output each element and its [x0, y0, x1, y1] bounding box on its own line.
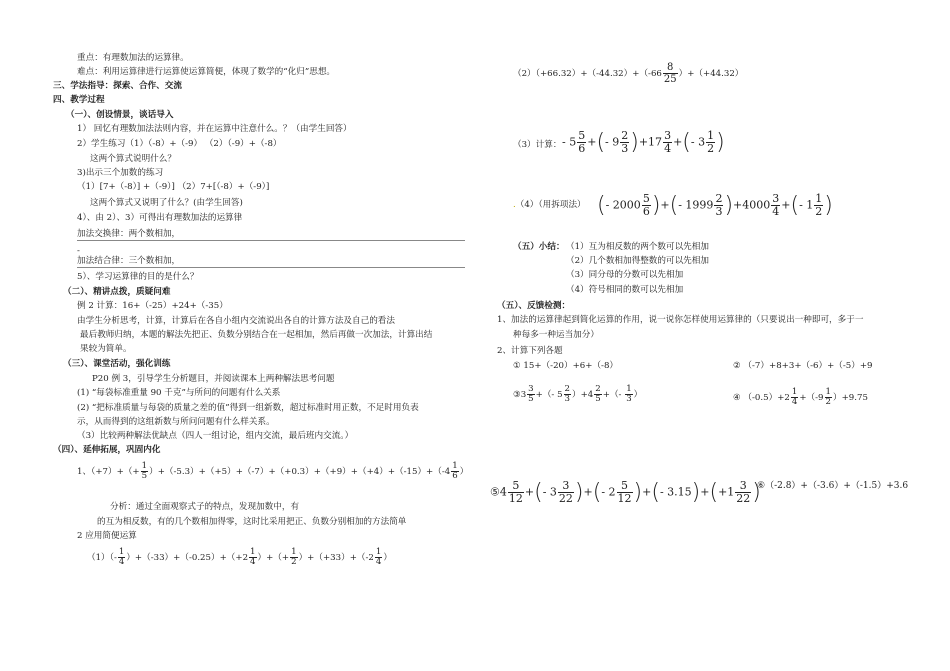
problem-1: ① 15+（-20）+6+（-8） — [513, 361, 619, 371]
answer-line — [77, 267, 465, 268]
section-3-title: 三、学法指导：探索、合作、交流 — [53, 81, 182, 91]
item-3-question: 这两个算式又说明了什么？(由学生回答) — [90, 198, 243, 208]
problem-4: ④ （-0.5）+2 $\frac{1}{4}$ +（-9 $\frac{1}{2}$ ）+9.75 — [733, 387, 868, 407]
subsection-4-title: （四）、延伸拓展，巩固内化 — [53, 445, 161, 455]
analysis-cont: 的互为相反数，有的几个数相加得零，这时比采用把正、负数分别相加的方法简单 — [97, 517, 407, 527]
example-2: 例 2 计算：16+（-25）+24+（-35） — [77, 301, 228, 311]
feedback-1: 1、加法的运算律起到简化运算的作用，说一说你怎样使用运算律的（只要说出一种即可，多于一 — [497, 315, 864, 325]
exercise-2-2: （2）（+66.32）+（-44.32）+（-66 $\frac{8}{25}$ ）+（+44.32） — [513, 62, 744, 85]
fraction: $\frac{1}{6}$ — [452, 461, 458, 481]
summary-4: （4）符号相同的数可以先相加 — [566, 285, 684, 295]
item-2: 2）学生练习（1）（-8）+（-9） （2）（-9）+（-8） — [77, 139, 282, 149]
commutative-law: 加法交换律：两个数相加， — [77, 229, 181, 239]
question-1: (1) “每袋标准重量 90 千克”与所问的问题有什么关系 — [77, 388, 281, 398]
summary-3: （3）同分母的分数可以先相加 — [566, 270, 684, 280]
problem-6: ⑥（-2.8）+（-3.6）+（-1.5）+3.6 — [757, 481, 909, 491]
exercise-2: 2 应用简便运算 — [77, 531, 137, 541]
dash-mark: - — [77, 246, 80, 256]
answer-line — [77, 240, 465, 241]
exercise-2-4-expr: (- 2000 $\frac{5}{6}$ )+(- 1999 $\frac{2}{3}$ )+4000 $\frac{3}{4}$ +(- 1 $\frac{1}{2}$ ) — [597, 192, 833, 218]
summary-title: （五）小结： — [513, 242, 565, 252]
example-2-summary: 最后教师归纳，本题的解法先把正、负数分别结合在一起相加，然后再做一次加法，计算出结 — [80, 330, 433, 340]
question-2-cont: 示，从而得到的这组新数与所问问题有什么样关系。 — [77, 417, 275, 427]
item-1: 1） 回忆有理数加法法则内容，并在运算中注意什么。？（由学生回答） — [77, 124, 352, 134]
feedback-2: 2、计算下列各题 — [497, 346, 563, 356]
example-3: P20 例 3，引导学生分析题目，并阅读课本上两种解法思考问题 — [92, 374, 335, 384]
example-2-summary-end: 果较为简单。 — [80, 344, 132, 354]
subsection-2-title: （二）、精讲点拨，质疑问难 — [63, 287, 171, 297]
subsection-1-title: （一）、创设情景，谈话导入 — [66, 110, 174, 120]
problem-2: ② （-7）+8+3+（-6）+（-5）+9 — [733, 361, 873, 371]
key-point: 重点：有理数加法的运算律。 — [77, 53, 189, 63]
difficulty: 难点：利用运算律进行运算使运算简便，体现了数学的“化归”思想。 — [77, 67, 336, 77]
problem-3: ③3 $\frac{3}{5}$ +（- 5 $\frac{2}{3}$ ）+4 $\frac{2}{5}$ +（- $\frac{1}{3}$ ） — [513, 384, 643, 404]
summary-2: （2）几个数相加得整数的可以先相加 — [566, 256, 709, 266]
exercise-2-3-expr: - 5 $\frac{5}{6}$ +(- 9 $\frac{2}{3}$ )+17 $\frac{3}{4}$ +(- 3 $\frac{1}{2}$ ) — [562, 129, 725, 155]
subsection-3-title: （三）、课堂活动，强化训练 — [63, 359, 171, 369]
summary-1: （1）互为相反数的两个数可以先相加 — [566, 242, 709, 252]
item-3-exercise: （1）[7+（-8）] +（-9）] （2）7+[（-8）+（-9）] — [77, 182, 270, 192]
item-2-question: 这两个算式说明什么？ — [90, 154, 176, 164]
question-3: （3）比较两种解法优缺点（四人一组讨论，组内交流，最后班内交流。） — [77, 431, 354, 441]
fraction: $\frac{1}{5}$ — [141, 461, 148, 481]
example-2-desc: 由学生分析思考，计算，计算后在各自小组内交流说出各自的计算方法及自己的看法 — [77, 316, 395, 326]
analysis: 分析：通过全面观察式子的特点，发现加数中，有 — [110, 502, 300, 512]
feedback-1-cont: 种每多一种运当加分） — [513, 330, 599, 340]
item-5: 5）、学习运算律的目的是什么？ — [77, 272, 199, 282]
feedback-title: （五）、反馈检测： — [497, 301, 571, 311]
section-4-title: 四、教学过程 — [53, 95, 105, 105]
exercise-2-3-label: （3）计算： — [513, 140, 562, 150]
item-4: 4）、由 2）、3）可得出有理数加法的运算律 — [77, 213, 243, 223]
problem-5: ⑤4 $\frac{5}{12}$ +(- 3 $\frac{3}{22}$ )+(- 2 $\frac{5}{12}$ )+(- 3.15)+(+1 $\frac{3}{22}$ ) — [490, 479, 761, 505]
exercise-1: 1、（+7）+（+ $\frac{1}{5}$ ）+（-5.3）+（+5）+（-7）+（+0.3）+（+9）+（+4）+（-15）+（-4 $\frac{1}{6}$ ） — [77, 461, 469, 481]
exercise-2-1: （1）（- $\frac{1}{4}$ ）+（-33）+（-0.25）+（+2 $\frac{1}{4}$ ）+（+ $\frac{1}{2}$ ）+（+33）+（-2 $\frac{1}{4}$ ） — [87, 547, 392, 567]
exercise-2-4-label: .（4）（用拆项法） — [513, 200, 586, 210]
item-3: 3)出示三个加数的练习 — [77, 168, 164, 178]
associative-law: 加法结合律：三个数相加， — [77, 256, 181, 266]
question-2: (2) “把标准质量与每袋的质量之差的值”得到一组新数，超过标准时用正数，不足时用负表 — [77, 403, 419, 413]
